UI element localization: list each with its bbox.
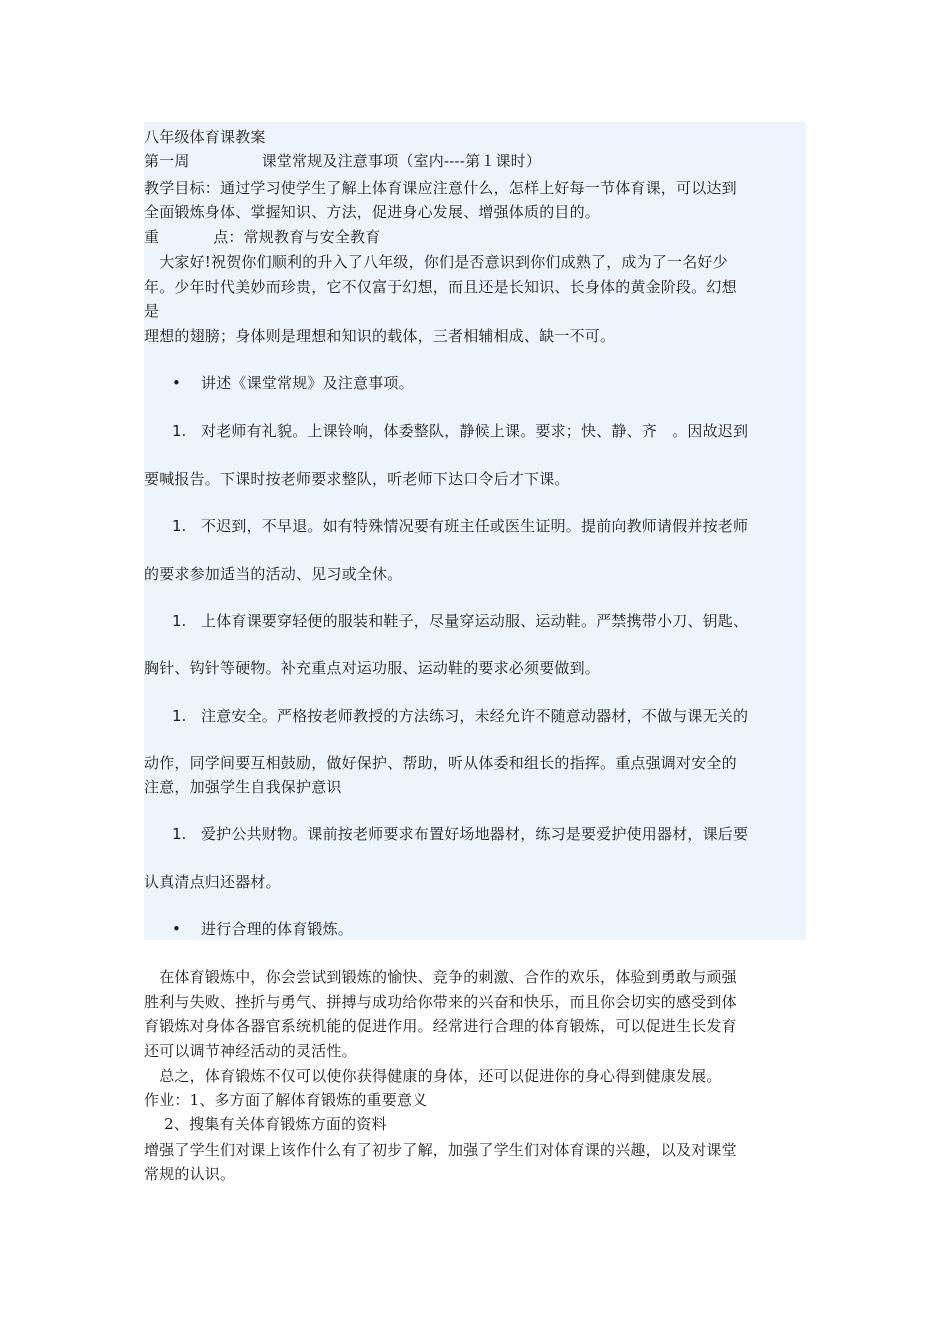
list-item-5-line-2: 认真清点归还器材。 xyxy=(144,873,281,891)
list-item-4-line-2: 动作，同学间要互相鼓励，做好保护、帮助，听从体委和组长的指挥。重点强调对安全的 xyxy=(144,754,737,772)
paragraph-line-4: 还可以调节神经活动的灵活性。 xyxy=(144,1042,357,1060)
reflection-line-2: 常规的认识。 xyxy=(144,1165,236,1183)
bullet-item-1: 讲述《课堂常规》及注意事项。 xyxy=(201,374,414,392)
focus-line xyxy=(144,226,814,248)
bullet-item-2: 进行合理的体育锻炼。 xyxy=(201,920,354,938)
week-label: 第一周 xyxy=(144,152,190,170)
focus-label: 重 xyxy=(144,228,160,246)
intro-line-1: 大家好!祝贺你们顺利的升入了八年级，你们是否意识到你们成熟了，成为了一名好少 xyxy=(144,253,728,271)
objective-line-2: 全面锻炼身体、掌握知识、方法，促进身心发展、增强体质的目的。 xyxy=(144,203,601,221)
week-topic: 课堂常规及注意事项（室内----第１课时） xyxy=(261,152,542,170)
intro-line-3: 是 xyxy=(144,302,160,320)
paragraph-line-3: 育锻炼对身体各器官系统机能的促进作用。经常进行合理的体育锻炼，可以促进生长发育 xyxy=(144,1017,737,1035)
list-number: 1. xyxy=(172,422,187,440)
bullet-marker: • xyxy=(172,920,181,938)
homework-line-1: 作业：1、多方面了解体育锻炼的重要意义 xyxy=(144,1091,428,1109)
objective-line-1: 教学目标：通过学习使学生了解上体育课应注意什么，怎样上好每一节体育课，可以达到 xyxy=(144,179,737,197)
paragraph-line-1: 在体育锻炼中，你会尝试到锻炼的愉快、竞争的刺激、合作的欢乐，体验到勇敢与顽强 xyxy=(144,968,737,986)
intro-line-4: 理想的翅膀；身体则是理想和知识的载体，三者相辅相成、缺一不可。 xyxy=(144,327,616,345)
list-number: 1. xyxy=(172,707,187,725)
list-number: 1. xyxy=(172,612,187,630)
paragraph-line-2: 胜利与失败、挫折与勇气、拼搏与成功给你带来的兴奋和快乐，而且你会切实的感受到体 xyxy=(144,993,737,1011)
list-item-4-line-1: 注意安全。严格按老师教授的方法练习，未经允许不随意动器材，不做与课无关的 xyxy=(201,707,749,725)
list-item-5-line-1: 爱护公共财物。课前按老师要求布置好场地器材，练习是要爱护使用器材，课后要 xyxy=(201,825,749,843)
list-number: 1. xyxy=(172,825,187,843)
list-item-1-line-1: 对老师有礼貌。上课铃响，体委整队，静候上课。要求；快、静、齐 。因故迟到 xyxy=(201,422,749,440)
intro-line-2: 年。少年时代美妙而珍贵，它不仅富于幻想，而且还是长知识、长身体的黄金阶段。幻想 xyxy=(144,278,737,296)
summary-line: 总之，体育锻炼不仅可以使你获得健康的身体，还可以促进你的身心得到健康发展。 xyxy=(144,1067,722,1085)
doc-title: 八年级体育课教案 xyxy=(144,128,266,146)
list-item-3-line-2: 胸针、钩针等硬物。补充重点对运功服、运动鞋的要求必须要做到。 xyxy=(144,659,601,677)
list-item-3-line-1: 上体育课要穿轻便的服装和鞋子，尽量穿运动服、运动鞋。严禁携带小刀、钥匙、 xyxy=(201,612,749,630)
homework-line-2: 2、搜集有关体育锻炼方面的资料 xyxy=(144,1115,387,1133)
list-item-2-line-2: 的要求参加适当的活动、见习或全休。 xyxy=(144,565,403,583)
week-line xyxy=(144,150,814,172)
list-item-4-line-3: 注意，加强学生自我保护意识 xyxy=(144,778,342,796)
list-item-1-line-2: 要喊报告。下课时按老师要求整队，听老师下达口令后才下课。 xyxy=(144,470,570,488)
focus-text: 点：常规教育与安全教育 xyxy=(213,228,381,246)
reflection-line-1: 增强了学生们对课上该作什么有了初步了解，加强了学生们对体育课的兴趣，以及对课堂 xyxy=(144,1141,737,1159)
list-item-2-line-1: 不迟到，不早退。如有特殊情况要有班主任或医生证明。提前向教师请假并按老师 xyxy=(201,517,749,535)
list-number: 1. xyxy=(172,517,187,535)
bullet-marker: • xyxy=(172,374,181,392)
